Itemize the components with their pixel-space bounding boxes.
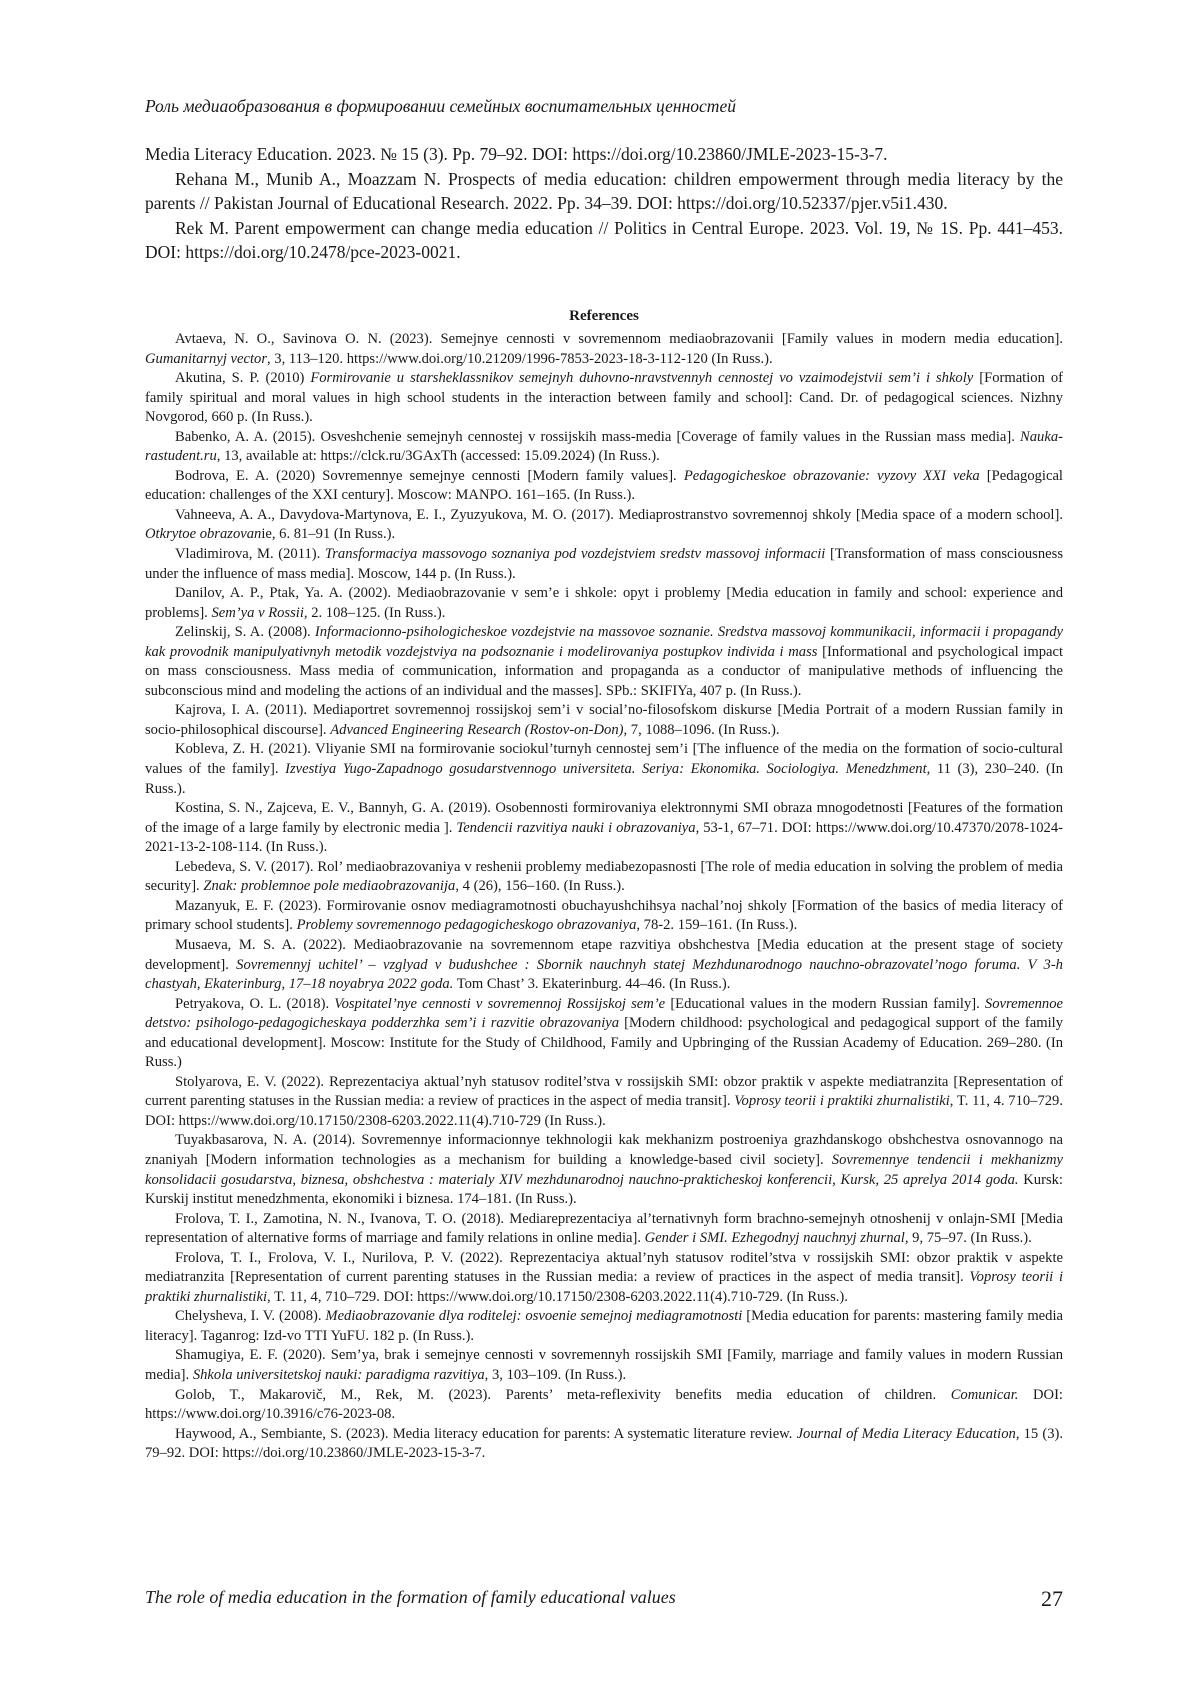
reference-text: Shamugiya, E. F. (2020). Sem’ya, brak i semejnye cennosti v sovremennyh rossijskih SMI [Family, marriage and family values in modern Russian media]. bbox=[145, 1347, 1063, 1383]
references-list bbox=[145, 330, 1063, 1464]
reference-entry bbox=[145, 1425, 1063, 1464]
reference-text: 2. 108–125. (In Russ.). bbox=[307, 604, 446, 621]
reference-source-italic: Izvestiya Yugo-Zapadnogo gosudarstvennogo universiteta. Seriya: Ekonomika. Sociologiya. Menedzhment, bbox=[285, 761, 931, 778]
reference-text: Mazanyuk, E. F. (2023). Formirovanie osnov mediagramotnosti obuchayushchihsya nachal’noj shkoly [Formation of the basics of media literacy of primary school students]. bbox=[145, 897, 1063, 934]
reference-entry bbox=[145, 1307, 1063, 1346]
reference-entry bbox=[145, 1131, 1063, 1209]
reference-text: [Informational and psychological impact on mass consciousness. Mass media of communication, information and propaganda as a conductor of manipulative methods of influencing the subconscious mind and modeling the actions of an individual and the masses]. SPb.: SKIFIYa, 407 p. (In Russ.). bbox=[145, 643, 1064, 699]
reference-entry bbox=[145, 1210, 1063, 1249]
reference-text: Stolyarova, E. V. (2022). Reprezentaciya aktual’nyh statusov roditel’stva v rossijskih SMI: obzor praktik v aspekte mediatranzita [Representation of current parenting statuses in the Russian media: a review of practices in the aspect of media transit]. bbox=[145, 1073, 1063, 1110]
reference-text: Danilov, A. P., Ptak, Ya. A. (2002). Mediaobrazovanie v sem’e i shkole: opyt i problemy [Media education in family and school: experience and problems]. bbox=[145, 585, 1063, 621]
reference-entry: Rehana M., Munib A., Moazzam N. Prospects of media education: children empowerment through media literacy by the parents // Pakistan Journal of Educational Research. 2022. Pp. 34–39. DOI: https://doi.org/10.52337/pjer.v5i1.430. bbox=[145, 168, 1063, 213]
reference-text: , 4 (26), 156–160. (In Russ.). bbox=[455, 878, 625, 895]
reference-entry bbox=[145, 897, 1063, 936]
reference-text: [Transformation of mass consciousness under the influence of mass media]. Moscow, 144 p. (In Russ.). bbox=[145, 546, 1063, 582]
reference-text: , 3, 103–109. (In Russ.). bbox=[484, 1366, 627, 1383]
reference-text: Musaeva, M. S. A. (2022). Mediaobrazovanie na sovremennom etape razvitiya obshchestva [Media education at the present stage of society development]. bbox=[145, 936, 1063, 973]
reference-text: Kobleva, Z. H. (2021). Vliyanie SMI na formirovanie sociokul’turnyh cennostej sem’i [The influence of the media on the formation of socio-cultural values of the family]. bbox=[145, 741, 1063, 778]
reference-text: , 13, available at: https://clck.ru/3GAxTh (accessed: 15.09.2024) (In Russ.). bbox=[216, 448, 660, 465]
page-number: 27 bbox=[1041, 1586, 1063, 1611]
reference-text: Lebedeva, S. V. (2017). Rol’ mediaobrazovaniya v reshenii problemy mediabezopasnosti [The role of media education in solving the problem of media security]. bbox=[145, 858, 1063, 895]
reference-text: 9, 75–97. (In Russ.). bbox=[908, 1230, 1032, 1247]
reference-text: , 78-2. 159–161. (In Russ.). bbox=[636, 917, 798, 934]
reference-source-italic: Pedagogicheskoe obrazovanie: vyzovy XXI veka bbox=[683, 467, 980, 484]
reference-text: ie, 6. 81–91 (In Russ.). bbox=[261, 526, 396, 543]
reference-text: Haywood, A., Sembiante, S. (2023). Media literacy education for parents: A systematic literature review. bbox=[175, 1425, 797, 1442]
reference-text: Babenko, A. A. (2015). Osveshchenie semejnyh cennostej v rossijskih mass-media [Coverage of family values in the Russian mass media]. bbox=[175, 428, 1021, 445]
reference-source-italic: Informacionno-psihologicheskoe vozdejstvie na massovoe soznanie. Sredstva massovoj kommunikacii, informacii i propagandy kak provodnik manipulyativnyh metodik vozdejstviya na podsoznanie i modelirovaniya postupkov individa i mass bbox=[145, 624, 1063, 660]
reference-text: Kajrova, I. A. (2011). Mediaportret sovremennoj rossijskoj sem’i v social’no-filosofskom diskurse [Media Portrait of a modern Russian family in socio-philosophical discourse]. bbox=[145, 702, 1063, 738]
reference-source-italic: Znak: problemnoe pole mediaobrazovanija bbox=[203, 878, 456, 895]
reference-text: Frolova, T. I., Frolova, V. I., Nurilova, P. V. (2022). Reprezentaciya aktual’nyh statusov roditel’stva v rossijskih SMI: obzor praktik v aspekte mediatranzita [Representation of current parenting statuses in the Russian media: a review of practices in the aspect of media transit]. bbox=[145, 1249, 1063, 1286]
reference-text: [Media education for parents: mastering family media literacy]. Taganrog: Izd-vo TTI YuFU. 182 p. (In Russ.). bbox=[145, 1308, 1063, 1344]
footer-title: The role of media education in the formation of family educational values bbox=[145, 1587, 676, 1607]
reference-text: Vahneeva, A. A., Davydova-Martynova, E. I., Zyuzyukova, M. O. (2017). Mediaprostranstvo sovremennoj shkoly [Media space of a modern school]. bbox=[175, 506, 1063, 523]
reference-text: Bodrova, E. A. (2020) Sovremennye semejnye cennosti [Modern family values]. bbox=[175, 467, 684, 484]
reference-text: 53-1, 67–71. DOI: https://www.doi.org/10.47370/2078-1024-2021-13-2-108-114. (In Russ.). bbox=[145, 819, 1063, 856]
reference-text: [Educational values in the modern Russian family]. bbox=[665, 995, 985, 1012]
reference-entry bbox=[145, 858, 1063, 897]
reference-text: , 7, 1088–1096. (In Russ.). bbox=[623, 721, 780, 738]
reference-text: Tom Chast’ 3. Ekaterinburg. 44–46. (In Russ.). bbox=[453, 976, 731, 993]
reference-text: Avtaeva, N. O., Savinova O. N. (2023). Semejnye cennosti v sovremennom mediaobrazovanii [Family values in modern media education]. bbox=[175, 331, 1063, 347]
reference-text: Kursk: Kurskij institut menedzhmenta, ekonomiki i biznesa. 174–181. (In Russ.). bbox=[145, 1171, 1063, 1208]
reference-text: Kostina, S. N., Zajceva, E. V., Bannyh, G. A. (2019). Osobennosti formirovaniya elektronnymi SMI obraza mnogodetnosti [Features of the formation of the image of a large family by electronic media ]. bbox=[145, 800, 1063, 836]
reference-entry bbox=[145, 740, 1063, 799]
reference-text: , T. 11, 4, 710–729. DOI: https://www.doi.org/10.17150/2308-6203.2022.11(4).710-729. (In Russ.). bbox=[267, 1288, 848, 1305]
reference-source-italic: Sem’ya v Rossii, bbox=[211, 604, 308, 621]
reference-source-italic: Voprosy teorii i praktiki zhurnalistiki bbox=[734, 1093, 950, 1110]
reference-source-italic: Mediaobrazovanie dlya roditelej: osvoenie semejnoj mediagramotnosti bbox=[325, 1308, 743, 1325]
reference-source-italic: Vospitatel’nye cennosti v sovremennoj Rossijskoj sem’e bbox=[334, 995, 666, 1012]
reference-text: , 3, 113–120. https://www.doi.org/10.21209/1996-7853-2023-18-3-112-120 (In Russ.). bbox=[267, 350, 773, 367]
reference-text: Zelinskij, S. A. (2008). bbox=[175, 624, 315, 641]
reference-text: Petryakova, O. L. (2018). bbox=[175, 995, 335, 1012]
reference-source-italic: Formirovanie u starsheklassnikov semejnyh duhovno-nravstvennyh cennostej vo vzaimodejstvii sem’i i shkoly bbox=[310, 370, 974, 387]
reference-source-italic: Voprosy teorii i praktiki zhurnalistiki bbox=[145, 1269, 1063, 1305]
reference-source-italic: Sovremennoe detstvo: psihologo-pedagogicheskaya podderzhka sem’i i razvitie obrazovaniya bbox=[145, 995, 1063, 1032]
reference-source-italic: Gender i SMI. Ezhegodnyj nauchnyj zhurnal, bbox=[644, 1230, 909, 1247]
reference-entry bbox=[145, 1249, 1063, 1308]
reference-text: Vladimirova, M. (2011). bbox=[175, 546, 325, 563]
reference-entry bbox=[145, 995, 1063, 1073]
reference-source-italic: Problemy sovremennogo pedagogicheskogo obrazovaniya bbox=[296, 917, 637, 934]
reference-source-italic: Otkrytoe obrazovan bbox=[145, 526, 262, 543]
reference-entry bbox=[145, 330, 1063, 369]
reference-source-italic: Journal of Media Literacy Education bbox=[796, 1425, 1016, 1442]
reference-entry bbox=[145, 623, 1063, 701]
reference-text: Frolova, T. I., Zamotina, N. N., Ivanova, T. O. (2018). Mediareprezentaciya al’ternativnyh form brachno-semejnyh otnoshenij v onlajn-SMI [Media representation of alternative forms of marriage and family relations in online media]. bbox=[145, 1210, 1063, 1247]
reference-text: [Modern childhood: psychological and pedagogical support of the family and educational development]. Moscow: Institute for the Study of Childhood, Family and Upbringing of the Russian Academy of Education. 269–280. (In Russ.) bbox=[145, 1015, 1063, 1071]
reference-entry bbox=[145, 799, 1063, 858]
reference-source-italic: Advanced Engineering Research (Rostov-on-Don) bbox=[330, 721, 624, 738]
reference-text: , T. 11, 4. 710–729. DOI: https://www.doi.org/10.17150/2308-6203.2022.11(4).710-729 (In Russ.). bbox=[145, 1093, 1063, 1129]
reference-entry bbox=[145, 1073, 1063, 1132]
reference-entry: Media Literacy Education. 2023. № 15 (3). Pp. 79–92. DOI: https://doi.org/10.23860/JMLE-2023-15-3-7. bbox=[145, 144, 888, 164]
reference-entry bbox=[145, 369, 1063, 428]
reference-entry bbox=[145, 584, 1063, 623]
reference-entry bbox=[145, 1386, 1063, 1425]
running-header: Роль медиаобразования в формировании семейных воспитательных ценностей bbox=[145, 96, 736, 116]
reference-source-italic: Sovremennyj uchitel’ – vzglyad v budushchee : Sbornik nauchnyh statej Mezhdunarodnogo nauchno-obrazovatel’nogo foruma. V 3-h chastyah, Ekaterinburg, 17–18 noyabrya 2022 goda. bbox=[145, 956, 1063, 993]
reference-text: [Formation of family spiritual and moral values in high school students in the interaction between family and school]: Cand. Dr. of pedagogical sciences. Nizhny Novgorod, 660 p. (In Russ.). bbox=[145, 370, 1064, 426]
references-heading: References bbox=[569, 308, 639, 324]
reference-entry bbox=[145, 506, 1063, 545]
reference-entry bbox=[145, 701, 1063, 740]
continued-references bbox=[145, 142, 1063, 265]
reference-entry: Rek M. Parent empowerment can change media education // Politics in Central Europe. 2023. Vol. 19, № 1S. Pp. 441–453. DOI: https://doi.org/10.2478/pce-2023-0021. bbox=[145, 217, 1063, 262]
reference-source-italic: Comunicar. bbox=[950, 1386, 1019, 1403]
reference-text: Golob, T., Makarovič, M., Rek, M. (2023). Parents’ meta-reflexivity benefits media education of children. bbox=[175, 1386, 951, 1403]
reference-source-italic: Transformaciya massovogo soznaniya pod vozdejstviem sredstv massovoj informacii bbox=[324, 546, 826, 563]
reference-text: Chelysheva, I. V. (2008). bbox=[175, 1308, 326, 1325]
reference-text: 11 (3), 230–240. (In Russ.). bbox=[145, 761, 1063, 797]
reference-source-italic: Nauka-rastudent.ru bbox=[145, 428, 1063, 465]
reference-text: [Pedagogical education: challenges of the XXI century]. Moscow: MANPO. 161–165. (In Russ.). bbox=[145, 467, 1063, 504]
reference-source-italic: Sovremennye tendencii i mekhanizmy konsolidacii gosudarstva, biznesa, obshchestva : materialy XIV mezhdunarodnoj nauchno-prakticheskoj konferencii, Kursk, 25 aprelya 2014 goda. bbox=[145, 1151, 1063, 1188]
reference-text: Tuyakbasarova, N. A. (2014). Sovremennye informacionnye tekhnologii kak mekhanizm postroeniya grazhdanskogo obshchestva osnovannogo na znaniyah [Modern information technologies as a mechanism for building a knowledge-based civil society]. bbox=[145, 1132, 1063, 1168]
reference-entry bbox=[145, 428, 1063, 467]
reference-entry bbox=[145, 936, 1063, 995]
reference-entry bbox=[145, 1346, 1063, 1385]
reference-entry bbox=[145, 467, 1063, 506]
reference-source-italic: Tendencii razvitiya nauki i obrazovaniya, bbox=[456, 819, 700, 836]
reference-source-italic: Shkola universitetskoj nauki: paradigma razvitiya bbox=[192, 1366, 485, 1383]
reference-source-italic: Gumanitarnyj vector bbox=[145, 350, 267, 367]
reference-entry bbox=[145, 545, 1063, 584]
reference-text: Akutina, S. P. (2010) bbox=[175, 370, 311, 387]
reference-text: DOI: https://www.doi.org/10.3916/c76-2023-08. bbox=[145, 1386, 1063, 1423]
reference-text: , 15 (3). 79–92. DOI: https://doi.org/10.23860/JMLE-2023-15-3-7. bbox=[145, 1425, 1064, 1462]
